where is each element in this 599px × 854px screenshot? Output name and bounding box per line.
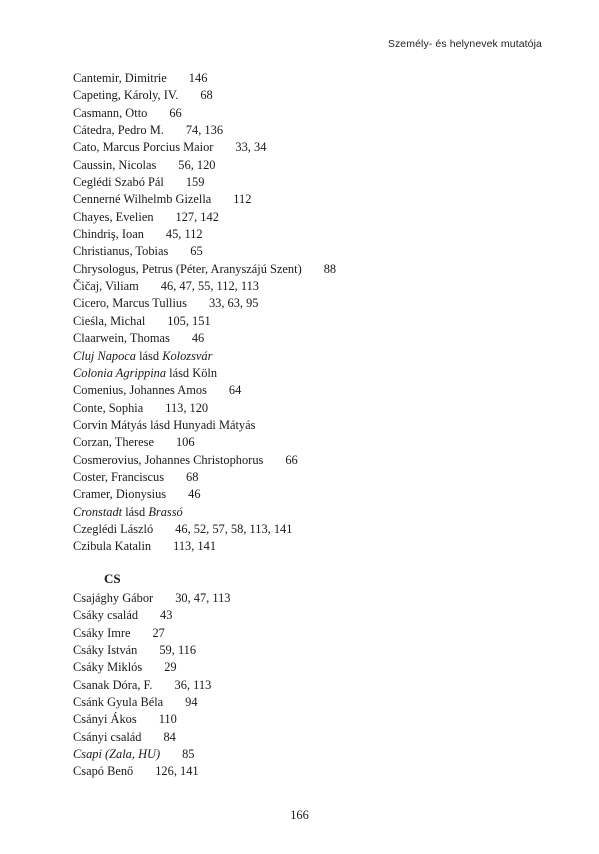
entry-name: Cramer, Dionysius <box>73 487 167 502</box>
entry-pages: 43 <box>160 608 173 623</box>
entry-name: Csapó Benő <box>73 764 134 779</box>
see-reference-target: Kolozsvár <box>162 348 213 363</box>
entry-name: Ceglédi Szabó Pál <box>73 175 164 190</box>
index-entry <box>73 434 543 451</box>
index-entry <box>73 763 543 780</box>
entry-pages: 88 <box>323 261 337 276</box>
entry-name: Cato, Marcus Porcius Maior <box>73 140 214 155</box>
index-entry <box>73 191 543 208</box>
entry-name: Chayes, Evelien <box>73 209 154 224</box>
entry-pages: 113, 120 <box>165 400 209 415</box>
index-entry <box>73 278 543 295</box>
entry-name: Csajághy Gábor <box>73 591 154 605</box>
entry-pages: 146 <box>188 71 208 85</box>
entry-name: Corzan, Therese <box>73 435 154 450</box>
index-entry <box>73 659 543 676</box>
see-reference-word: lásd <box>169 365 190 380</box>
entry-name: Csányi család <box>73 729 142 744</box>
entry-name: Claarwein, Thomas <box>73 331 170 346</box>
entry-pages: 112 <box>233 192 252 207</box>
entry-name: Christianus, Tobias <box>73 244 169 259</box>
index-entry <box>73 261 543 278</box>
index-entry <box>73 642 543 659</box>
index-entry <box>73 243 543 260</box>
index-entry <box>73 87 543 104</box>
entry-pages: 113, 141 <box>173 539 217 554</box>
index-entry <box>73 452 543 469</box>
entry-pages: 94 <box>185 695 198 710</box>
entry-pages: 46, 47, 55, 112, 113 <box>160 279 260 294</box>
entry-name: Coster, Franciscus <box>73 469 165 484</box>
entry-name: Corvin Mátyás <box>73 417 147 432</box>
index-entry <box>73 417 543 434</box>
index-entry <box>73 746 543 763</box>
index-entry <box>73 521 543 538</box>
index-entry <box>73 330 543 347</box>
entry-name: Chrysologus, Petrus (Péter, Aranyszájú Szent) <box>73 261 302 276</box>
index-entry <box>73 400 543 417</box>
entry-name: Čičaj, Viliam <box>73 279 139 294</box>
index-entry <box>73 711 543 728</box>
index-entry <box>73 365 543 382</box>
entry-pages: 59, 116 <box>159 643 197 658</box>
entry-name: Cronstadt <box>73 504 123 519</box>
entry-name: Cátedra, Pedro M. <box>73 123 164 138</box>
entry-pages: 33, 63, 95 <box>208 296 259 311</box>
index-entry <box>73 504 543 521</box>
entry-pages: 56, 120 <box>178 157 216 172</box>
entry-pages: 68 <box>200 88 213 103</box>
entry-pages: 33, 34 <box>235 140 267 155</box>
entry-name: Colonia Agrippina <box>73 365 167 380</box>
index-entry <box>73 70 543 87</box>
index-entry <box>73 382 543 399</box>
index-entry <box>73 590 543 607</box>
entry-name: Csáky Miklós <box>73 660 143 675</box>
entry-pages: 46 <box>188 487 201 502</box>
entry-name: Cantemir, Dimitrie <box>73 71 167 85</box>
index-entry <box>73 174 543 191</box>
entry-name: Csánk Gyula Béla <box>73 695 164 710</box>
entry-name: Conte, Sophia <box>73 400 144 415</box>
entry-pages: 65 <box>190 244 203 259</box>
see-reference-word: lásd <box>139 348 160 363</box>
entry-name: Csapi (Zala, HU) <box>73 747 161 762</box>
see-reference-word: lásd <box>125 504 146 519</box>
index-entry <box>73 295 543 312</box>
entry-name: Capeting, Károly, IV. <box>73 88 179 103</box>
see-reference-target: Hunyadi Mátyás <box>173 417 256 432</box>
entry-name: Csányi Ákos <box>73 712 137 727</box>
entry-name: Chindriş, Ioan <box>73 227 144 242</box>
entry-name: Czibula Katalin <box>73 539 152 554</box>
index-entry <box>73 625 543 642</box>
index-entry <box>73 209 543 226</box>
entry-name: Comenius, Johannes Amos <box>73 383 207 398</box>
entry-name: Cicero, Marcus Tullius <box>73 296 187 311</box>
entry-name: Casmann, Otto <box>73 105 148 120</box>
index-entry <box>73 677 543 694</box>
section-heading-cs: CS <box>104 571 121 586</box>
entry-pages: 68 <box>186 469 199 484</box>
page-number: 166 <box>290 808 309 822</box>
index-list-c <box>73 70 543 556</box>
see-reference-word: lásd <box>150 417 171 432</box>
entry-name: Csáky István <box>73 643 138 658</box>
entry-name: Csáky Imre <box>73 625 131 640</box>
entry-pages: 46, 52, 57, 58, 113, 141 <box>175 521 293 536</box>
entry-name: Cennerné Wilhelmb Gizella <box>73 192 212 207</box>
entry-name: Csáky család <box>73 608 139 623</box>
entry-pages: 126, 141 <box>155 764 199 779</box>
entry-name: Cieśla, Michal <box>73 313 146 328</box>
entry-pages: 29 <box>164 660 177 675</box>
index-entry <box>73 729 543 746</box>
index-entry <box>73 469 543 486</box>
index-entry <box>73 348 543 365</box>
entry-pages: 159 <box>185 175 205 190</box>
index-entry <box>73 607 543 624</box>
entry-name: Czeglédi László <box>73 521 154 536</box>
entry-pages: 105, 151 <box>167 313 211 328</box>
entry-pages: 30, 47, 113 <box>175 591 231 605</box>
index-entry <box>73 313 543 330</box>
running-header: Személy- és helynevek mutatója <box>387 38 542 50</box>
see-reference-target: Köln <box>192 365 218 380</box>
entry-pages: 110 <box>158 712 177 727</box>
index-entry <box>73 122 543 139</box>
entry-pages: 106 <box>175 435 195 450</box>
entry-pages: 64 <box>228 383 242 398</box>
entry-pages: 84 <box>163 729 176 744</box>
index-entry <box>73 226 543 243</box>
entry-pages: 36, 113 <box>174 677 212 692</box>
entry-name: Caussin, Nicolas <box>73 157 157 172</box>
entry-pages: 45, 112 <box>165 227 203 242</box>
entry-pages: 46 <box>191 331 205 346</box>
index-entry <box>73 105 543 122</box>
index-entry <box>73 139 543 156</box>
entry-pages: 127, 142 <box>175 209 219 224</box>
index-entry <box>73 157 543 174</box>
entry-pages: 27 <box>152 625 165 640</box>
entry-pages: 66 <box>285 452 298 467</box>
entry-name: Cluj Napoca <box>73 348 136 363</box>
see-reference-target: Brassó <box>148 504 183 519</box>
entry-name: Csanak Dóra, F. <box>73 677 153 692</box>
index-list-cs <box>73 590 543 781</box>
entry-pages: 66 <box>169 105 182 120</box>
index-entry <box>73 486 543 503</box>
entry-pages: 85 <box>182 747 195 762</box>
entry-name: Cosmerovius, Johannes Christophorus <box>73 452 264 467</box>
index-entry <box>73 538 543 555</box>
entry-pages: 74, 136 <box>185 123 224 138</box>
index-entry <box>73 694 543 711</box>
